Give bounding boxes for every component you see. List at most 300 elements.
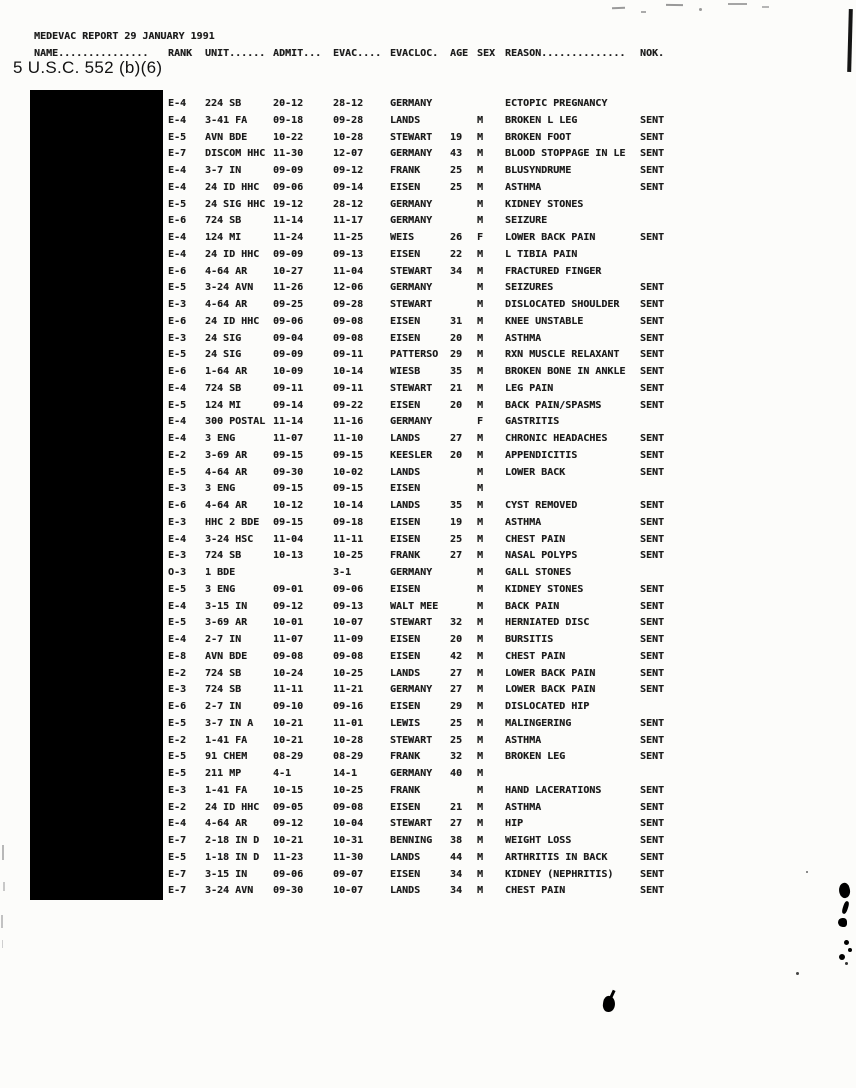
cell-sex: M — [477, 366, 484, 377]
cell-sex: F — [477, 416, 484, 428]
cell-evac: 09-11 — [333, 349, 364, 361]
cell-age: 20 — [450, 332, 463, 344]
cell-evac: 09-16 — [333, 701, 364, 712]
cell-evacloc: LANDS — [390, 466, 421, 478]
cell-evac: 09-08 — [333, 315, 364, 327]
cell-evac: 09-11 — [333, 382, 364, 394]
cell-nok: SENT — [640, 600, 665, 612]
cell-rank: E-3 — [168, 516, 187, 528]
cell-evac: 11-11 — [333, 533, 364, 545]
column-header-reason: REASON.............. — [505, 48, 626, 59]
cell-evacloc: STEWART — [390, 734, 433, 746]
cell-reason: BROKEN FOOT — [505, 131, 572, 143]
cell-rank: E-5 — [168, 617, 187, 629]
ink-blot — [602, 995, 616, 1013]
cell-sex: M — [477, 734, 484, 746]
cell-unit: 2-7 IN — [205, 634, 242, 645]
cell-unit: 24 SIG — [205, 332, 242, 344]
cell-unit: 3 ENG — [205, 583, 236, 595]
cell-sex: M — [477, 851, 484, 863]
cell-reason: FRACTURED FINGER — [505, 265, 602, 277]
cell-rank: E-3 — [168, 299, 187, 310]
cell-evac: 09-13 — [333, 248, 364, 260]
cell-sex: M — [477, 114, 484, 126]
cell-sex: M — [477, 600, 484, 612]
cell-reason: HIP — [505, 818, 524, 830]
cell-sex: M — [477, 650, 484, 662]
cell-sex: M — [477, 835, 484, 846]
cell-nok: SENT — [640, 315, 665, 327]
cell-rank: E-5 — [168, 583, 187, 595]
cell-sex: M — [477, 885, 484, 897]
cell-admit: 10-12 — [273, 500, 304, 511]
cell-evac: 28-12 — [333, 198, 364, 210]
cell-sex: M — [477, 667, 484, 679]
cell-sex: M — [477, 299, 484, 310]
cell-nok: SENT — [640, 516, 665, 528]
cell-nok: SENT — [640, 818, 665, 830]
cell-admit: 09-12 — [273, 600, 304, 612]
cell-reason: CYST REMOVED — [505, 500, 578, 511]
cell-age: 43 — [450, 148, 463, 160]
cell-rank: E-4 — [168, 114, 187, 126]
cell-evac: 11-01 — [333, 717, 364, 729]
cell-evacloc: EISEN — [390, 181, 421, 193]
cell-nok: SENT — [640, 114, 665, 126]
cell-admit: 10-01 — [273, 617, 304, 629]
cell-age: 29 — [450, 701, 463, 712]
cell-unit: 300 POSTAL — [205, 416, 266, 428]
cell-admit: 11-23 — [273, 851, 304, 863]
cell-evac: 10-25 — [333, 784, 364, 796]
cell-sex: M — [477, 768, 484, 779]
cell-unit: 3 ENG — [205, 433, 236, 444]
cell-unit: 4-64 AR — [205, 466, 248, 478]
ink-smudge — [844, 940, 849, 945]
cell-age: 22 — [450, 248, 463, 260]
ink-smudge — [845, 962, 848, 965]
cell-evac: 3-1 — [333, 567, 352, 578]
cell-evac: 11-30 — [333, 851, 364, 863]
cell-age: 27 — [450, 818, 463, 830]
cell-evac: 11-17 — [333, 215, 364, 227]
cell-reason: WEIGHT LOSS — [505, 835, 572, 846]
cell-admit: 09-06 — [273, 181, 304, 193]
cell-nok: SENT — [640, 784, 665, 796]
cell-reason: DISLOCATED HIP — [505, 701, 590, 712]
cell-evac: 10-25 — [333, 667, 364, 679]
cell-sex: M — [477, 215, 484, 227]
cell-evac: 10-25 — [333, 550, 364, 562]
cell-reason: ASTHMA — [505, 332, 542, 344]
cell-reason: APPENDICITIS — [505, 449, 578, 461]
cell-unit: AVN BDE — [205, 650, 248, 662]
cell-evac: 09-28 — [333, 299, 364, 310]
cell-unit: 724 SB — [205, 684, 242, 696]
cell-age: 38 — [450, 835, 463, 846]
cell-unit: 3-24 HSC — [205, 533, 254, 545]
cell-evacloc: GERMANY — [390, 98, 433, 109]
cell-rank: E-4 — [168, 433, 187, 444]
cell-evacloc: GERMANY — [390, 282, 433, 294]
cell-admit: 09-06 — [273, 315, 304, 327]
cell-admit: 11-26 — [273, 282, 304, 294]
cell-rank: E-5 — [168, 851, 187, 863]
cell-rank: E-8 — [168, 650, 187, 662]
cell-evac: 09-22 — [333, 399, 364, 411]
cell-age: 19 — [450, 131, 463, 143]
cell-sex: M — [477, 567, 484, 578]
cell-sex: M — [477, 449, 484, 461]
cell-admit: 20-12 — [273, 98, 304, 109]
cell-age: 35 — [450, 366, 463, 377]
cell-evacloc: WEIS — [390, 232, 415, 243]
cell-admit: 09-14 — [273, 399, 304, 411]
scan-artifact-dash — [762, 6, 769, 8]
cell-nok: SENT — [640, 148, 665, 160]
cell-admit: 10-09 — [273, 366, 304, 377]
cell-unit: 3-41 FA — [205, 114, 248, 126]
cell-unit: 1-64 AR — [205, 366, 248, 377]
cell-sex: M — [477, 583, 484, 595]
cell-reason: KIDNEY STONES — [505, 198, 584, 210]
cell-evacloc: FRANK — [390, 550, 421, 562]
cell-nok: SENT — [640, 500, 665, 511]
cell-evac: 28-12 — [333, 98, 364, 109]
cell-admit: 09-15 — [273, 516, 304, 528]
cell-rank: E-3 — [168, 483, 187, 495]
cell-unit: 24 SIG HHC — [205, 198, 266, 210]
cell-age: 25 — [450, 181, 463, 193]
cell-reason: BACK PAIN — [505, 600, 560, 612]
cell-nok: SENT — [640, 181, 665, 193]
cell-sex: M — [477, 433, 484, 444]
cell-unit: 1-41 FA — [205, 784, 248, 796]
cell-age: 31 — [450, 315, 463, 327]
cell-rank: E-3 — [168, 784, 187, 796]
cell-nok: SENT — [640, 801, 665, 813]
cell-reason: ASTHMA — [505, 734, 542, 746]
cell-evac: 10-28 — [333, 131, 364, 143]
cell-evacloc: EISEN — [390, 332, 421, 344]
cell-reason: L TIBIA PAIN — [505, 248, 578, 260]
cell-rank: E-5 — [168, 131, 187, 143]
cell-evacloc: STEWART — [390, 265, 433, 277]
cell-age: 40 — [450, 768, 463, 779]
cell-nok: SENT — [640, 751, 665, 763]
cell-admit: 09-18 — [273, 114, 304, 126]
cell-sex: M — [477, 784, 484, 796]
cell-unit: 3-7 IN — [205, 165, 242, 176]
cell-reason: BLUSYNDRUME — [505, 165, 572, 176]
cell-evacloc: GERMANY — [390, 148, 433, 160]
cell-rank: E-4 — [168, 382, 187, 394]
scan-artifact-dot — [806, 871, 808, 873]
cell-rank: E-5 — [168, 717, 187, 729]
cell-unit: 211 MP — [205, 768, 242, 779]
cell-sex: M — [477, 265, 484, 277]
cell-reason: BROKEN L LEG — [505, 114, 578, 126]
cell-evacloc: PATTERSO — [390, 349, 439, 361]
cell-rank: E-4 — [168, 181, 187, 193]
cell-evacloc: EISEN — [390, 248, 421, 260]
cell-nok: SENT — [640, 717, 665, 729]
cell-admit: 09-10 — [273, 701, 304, 712]
cell-admit: 10-13 — [273, 550, 304, 562]
cell-evac: 11-10 — [333, 433, 364, 444]
cell-evac: 12-06 — [333, 282, 364, 294]
cell-evacloc: EISEN — [390, 483, 421, 495]
cell-nok: SENT — [640, 533, 665, 545]
cell-unit: 91 CHEM — [205, 751, 248, 763]
cell-evacloc: GERMANY — [390, 567, 433, 578]
cell-reason: CHEST PAIN — [505, 533, 566, 545]
foia-exemption-stamp: 5 U.S.C. 552 (b)(6) — [13, 58, 163, 77]
cell-age: 25 — [450, 734, 463, 746]
cell-rank: E-5 — [168, 751, 187, 763]
cell-unit: 224 SB — [205, 98, 242, 109]
cell-rank: E-6 — [168, 500, 187, 511]
cell-evacloc: LEWIS — [390, 717, 421, 729]
cell-reason: LOWER BACK — [505, 466, 566, 478]
cell-evac: 09-06 — [333, 583, 364, 595]
cell-nok: SENT — [640, 382, 665, 394]
cell-nok: SENT — [640, 851, 665, 863]
cell-rank: E-5 — [168, 466, 187, 478]
cell-rank: O-3 — [168, 567, 187, 578]
cell-evac: 10-02 — [333, 466, 364, 478]
cell-reason: ASTHMA — [505, 181, 542, 193]
cell-age: 26 — [450, 232, 463, 243]
ink-smudge — [848, 948, 852, 952]
cell-reason: ASTHMA — [505, 516, 542, 528]
cell-evac: 11-04 — [333, 265, 364, 277]
cell-reason: MALINGERING — [505, 717, 572, 729]
cell-evacloc: STEWART — [390, 617, 433, 629]
cell-evacloc: GERMANY — [390, 768, 433, 779]
scan-artifact-dash — [728, 3, 747, 5]
cell-nok: SENT — [640, 232, 665, 243]
cell-reason: CHRONIC HEADACHES — [505, 433, 608, 444]
cell-reason: LOWER BACK PAIN — [505, 684, 596, 696]
cell-rank: E-2 — [168, 667, 187, 679]
cell-sex: M — [477, 516, 484, 528]
cell-unit: 3 ENG — [205, 483, 236, 495]
cell-evacloc: EISEN — [390, 583, 421, 595]
cell-evacloc: STEWART — [390, 299, 433, 310]
cell-sex: M — [477, 198, 484, 210]
cell-sex: M — [477, 483, 484, 495]
cell-evacloc: EISEN — [390, 516, 421, 528]
cell-evacloc: FRANK — [390, 751, 421, 763]
cell-evac: 10-14 — [333, 366, 364, 377]
cell-evacloc: WALT MEE — [390, 600, 439, 612]
cell-admit: 10-22 — [273, 131, 304, 143]
cell-evacloc: BENNING — [390, 835, 433, 846]
scan-artifact-dash — [641, 11, 646, 13]
cell-evacloc: EISEN — [390, 399, 421, 411]
cell-admit: 09-06 — [273, 868, 304, 880]
cell-age: 34 — [450, 868, 463, 880]
cell-reason: KIDNEY STONES — [505, 583, 584, 595]
cell-nok: SENT — [640, 634, 665, 645]
cell-admit: 09-30 — [273, 885, 304, 897]
cell-admit: 08-29 — [273, 751, 304, 763]
cell-unit: DISCOM HHC — [205, 148, 266, 160]
cell-unit: 3-24 AVN — [205, 282, 254, 294]
ink-smudge — [837, 882, 852, 899]
cell-age: 25 — [450, 717, 463, 729]
cell-unit: 1-41 FA — [205, 734, 248, 746]
cell-sex: M — [477, 550, 484, 562]
cell-reason: BROKEN BONE IN ANKLE — [505, 366, 626, 377]
cell-reason: BROKEN LEG — [505, 751, 566, 763]
cell-admit: 09-09 — [273, 248, 304, 260]
cell-reason: SEIZURES — [505, 282, 554, 294]
cell-reason: CHEST PAIN — [505, 650, 566, 662]
cell-reason: GASTRITIS — [505, 416, 560, 428]
cell-admit: 10-21 — [273, 717, 304, 729]
cell-reason: LOWER BACK PAIN — [505, 232, 596, 243]
cell-unit: 3-15 IN — [205, 600, 248, 612]
cell-sex: M — [477, 248, 484, 260]
cell-evac: 10-28 — [333, 734, 364, 746]
cell-evacloc: GERMANY — [390, 215, 433, 227]
cell-nok: SENT — [640, 466, 665, 478]
cell-rank: E-6 — [168, 265, 187, 277]
cell-nok: SENT — [640, 650, 665, 662]
cell-admit: 11-11 — [273, 684, 304, 696]
cell-evac: 11-25 — [333, 232, 364, 243]
cell-reason: BACK PAIN/SPASMS — [505, 399, 602, 411]
cell-age: 20 — [450, 634, 463, 645]
cell-admit: 11-07 — [273, 433, 304, 444]
column-header-evacloc: EVACLOC. — [390, 48, 439, 59]
cell-admit: 09-01 — [273, 583, 304, 595]
cell-evac: 09-13 — [333, 600, 364, 612]
cell-evacloc: EISEN — [390, 634, 421, 645]
ink-smudge — [838, 918, 847, 927]
cell-nok: SENT — [640, 684, 665, 696]
cell-sex: M — [477, 466, 484, 478]
cell-evac: 09-15 — [333, 483, 364, 495]
scan-artifact-edge-mark — [2, 940, 3, 948]
cell-reason: BLOOD STOPPAGE IN LE — [505, 148, 626, 160]
cell-unit: 4-64 AR — [205, 818, 248, 830]
cell-rank: E-3 — [168, 550, 187, 562]
page-title: MEDEVAC REPORT 29 JANUARY 1991 — [34, 31, 215, 42]
cell-evacloc: KEESLER — [390, 449, 433, 461]
cell-evacloc: LANDS — [390, 667, 421, 679]
cell-evacloc: EISEN — [390, 801, 421, 813]
cell-evac: 09-08 — [333, 650, 364, 662]
cell-admit: 10-27 — [273, 265, 304, 277]
cell-evacloc: GERMANY — [390, 416, 433, 428]
cell-rank: E-7 — [168, 835, 187, 846]
cell-unit: 3-69 AR — [205, 449, 248, 461]
cell-sex: M — [477, 868, 484, 880]
cell-unit: 3-69 AR — [205, 617, 248, 629]
cell-nok: SENT — [640, 131, 665, 143]
cell-admit: 09-09 — [273, 165, 304, 176]
cell-sex: M — [477, 801, 484, 813]
cell-unit: 2-7 IN — [205, 701, 242, 712]
cell-nok: SENT — [640, 282, 665, 294]
cell-unit: 3-15 IN — [205, 868, 248, 880]
cell-sex: M — [477, 701, 484, 712]
cell-age: 32 — [450, 617, 463, 629]
cell-rank: E-7 — [168, 148, 187, 160]
cell-evacloc: STEWART — [390, 382, 433, 394]
cell-rank: E-6 — [168, 315, 187, 327]
cell-reason: HAND LACERATIONS — [505, 784, 602, 796]
cell-evacloc: LANDS — [390, 500, 421, 511]
cell-evacloc: EISEN — [390, 315, 421, 327]
cell-evac: 09-28 — [333, 114, 364, 126]
cell-sex: M — [477, 382, 484, 394]
cell-unit: 3-7 IN A — [205, 717, 254, 729]
cell-evac: 09-14 — [333, 181, 364, 193]
cell-sex: M — [477, 500, 484, 511]
cell-evacloc: LANDS — [390, 851, 421, 863]
cell-reason: ECTOPIC PREGNANCY — [505, 98, 608, 109]
cell-evac: 10-07 — [333, 885, 364, 897]
cell-rank: E-4 — [168, 600, 187, 612]
cell-unit: 2-18 IN D — [205, 835, 260, 846]
cell-nok: SENT — [640, 449, 665, 461]
cell-sex: M — [477, 148, 484, 160]
cell-evac: 12-07 — [333, 148, 364, 160]
cell-nok: SENT — [640, 366, 665, 377]
cell-sex: M — [477, 332, 484, 344]
cell-nok: SENT — [640, 885, 665, 897]
cell-evacloc: EISEN — [390, 650, 421, 662]
cell-nok: SENT — [640, 332, 665, 344]
cell-nok: SENT — [640, 583, 665, 595]
cell-evac: 09-07 — [333, 868, 364, 880]
cell-reason: ARTHRITIS IN BACK — [505, 851, 608, 863]
column-header-admit: ADMIT... — [273, 48, 322, 59]
cell-sex: F — [477, 232, 484, 243]
cell-nok: SENT — [640, 299, 665, 310]
cell-unit: 724 SB — [205, 667, 242, 679]
cell-evac: 11-16 — [333, 416, 364, 428]
cell-sex: M — [477, 181, 484, 193]
ink-smudge — [796, 972, 799, 975]
cell-age: 34 — [450, 885, 463, 897]
cell-nok: SENT — [640, 667, 665, 679]
cell-reason: NASAL POLYPS — [505, 550, 578, 562]
cell-reason: LEG PAIN — [505, 382, 554, 394]
cell-evacloc: GERMANY — [390, 198, 433, 210]
cell-admit: 09-15 — [273, 483, 304, 495]
cell-evac: 09-08 — [333, 801, 364, 813]
cell-reason: HERNIATED DISC — [505, 617, 590, 629]
cell-nok: SENT — [640, 835, 665, 846]
cell-admit: 19-12 — [273, 198, 304, 210]
cell-evac: 09-08 — [333, 332, 364, 344]
cell-rank: E-4 — [168, 232, 187, 243]
redaction-bar — [30, 90, 163, 900]
cell-age: 20 — [450, 449, 463, 461]
cell-admit: 09-12 — [273, 818, 304, 830]
column-header-age: AGE — [450, 48, 469, 59]
cell-evacloc: GERMANY — [390, 684, 433, 696]
column-header-evac: EVAC.... — [333, 48, 382, 59]
cell-age: 35 — [450, 500, 463, 511]
cell-sex: M — [477, 282, 484, 294]
cell-evac: 10-31 — [333, 835, 364, 846]
